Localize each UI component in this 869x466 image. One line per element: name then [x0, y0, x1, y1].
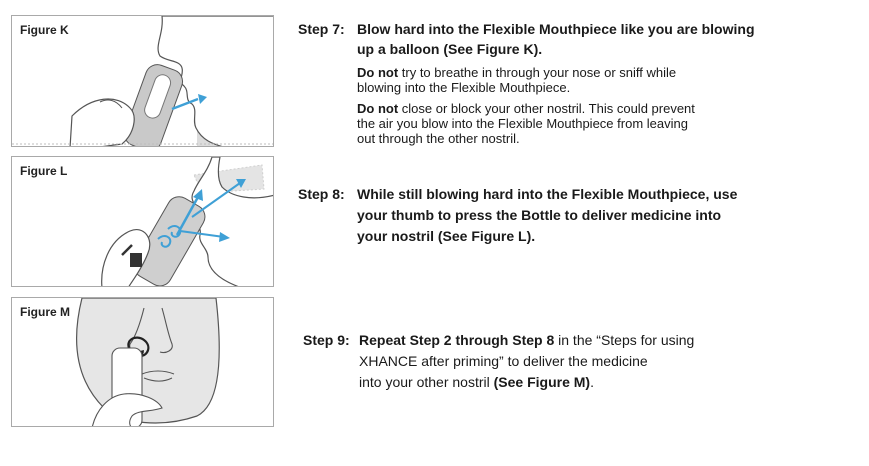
do-not-emphasis: Do not — [357, 101, 399, 116]
step-9 — [303, 330, 743, 393]
figure-k — [11, 15, 274, 147]
figure-l — [11, 156, 274, 287]
step-7 — [298, 19, 798, 146]
step-9-line-3 — [359, 372, 743, 393]
step-9-line-1 — [359, 330, 743, 351]
step-7-note-2-line-2: the air you blow into the Flexible Mouthpiece from leaving — [357, 116, 688, 131]
do-not-emphasis: Do not — [357, 65, 399, 80]
step-8-line-2: your thumb to press the Bottle to deliver medicine into — [357, 207, 722, 223]
step-7-heading-line-2: up a balloon (See Figure K). — [357, 41, 543, 57]
step-8-line-1: While still blowing hard into the Flexible Mouthpiece, use — [357, 186, 738, 202]
step-7-note-2-line-1 — [357, 101, 798, 116]
step-9-line-3-bold: (See Figure M) — [493, 374, 591, 390]
figure-m — [11, 297, 274, 427]
step-7-heading-line-1: Blow hard into the Flexible Mouthpiece like you are blowing — [357, 21, 755, 37]
step-7-number: Step 7: — [298, 21, 345, 37]
step-7-note-2 — [357, 101, 798, 146]
step-7-note-1-line-2: blowing into the Flexible Mouthpiece. — [357, 80, 571, 95]
step-8-number: Step 8: — [298, 186, 345, 202]
step-7-note-1 — [357, 65, 798, 95]
step-7-note-2-line-3: out through the other nostril. — [357, 131, 520, 146]
step-8-line-3: your nostril (See Figure L). — [357, 228, 536, 244]
step-9-number: Step 9: — [303, 332, 350, 348]
figure-l-label: Figure L — [20, 164, 68, 178]
step-9-line-1-text: in the “Steps for using — [554, 332, 695, 348]
step-7-note-1-line-1 — [357, 65, 798, 80]
step-8 — [298, 184, 778, 247]
note-2-line-1-text: close or block your other nostril. This could prevent — [398, 101, 695, 116]
figure-m-label: Figure M — [20, 305, 70, 319]
step-9-line-1-bold: Repeat Step 2 through Step 8 — [359, 332, 555, 348]
note-1-line-1-text: try to breathe in through your nose or sniff while — [398, 65, 677, 80]
step-9-line-2: XHANCE after priming” to deliver the medicine — [359, 353, 648, 369]
step-9-line-3-text: into your other nostril — [359, 374, 494, 390]
figure-k-label: Figure K — [20, 23, 69, 37]
step-9-line-3-end: . — [590, 374, 594, 390]
